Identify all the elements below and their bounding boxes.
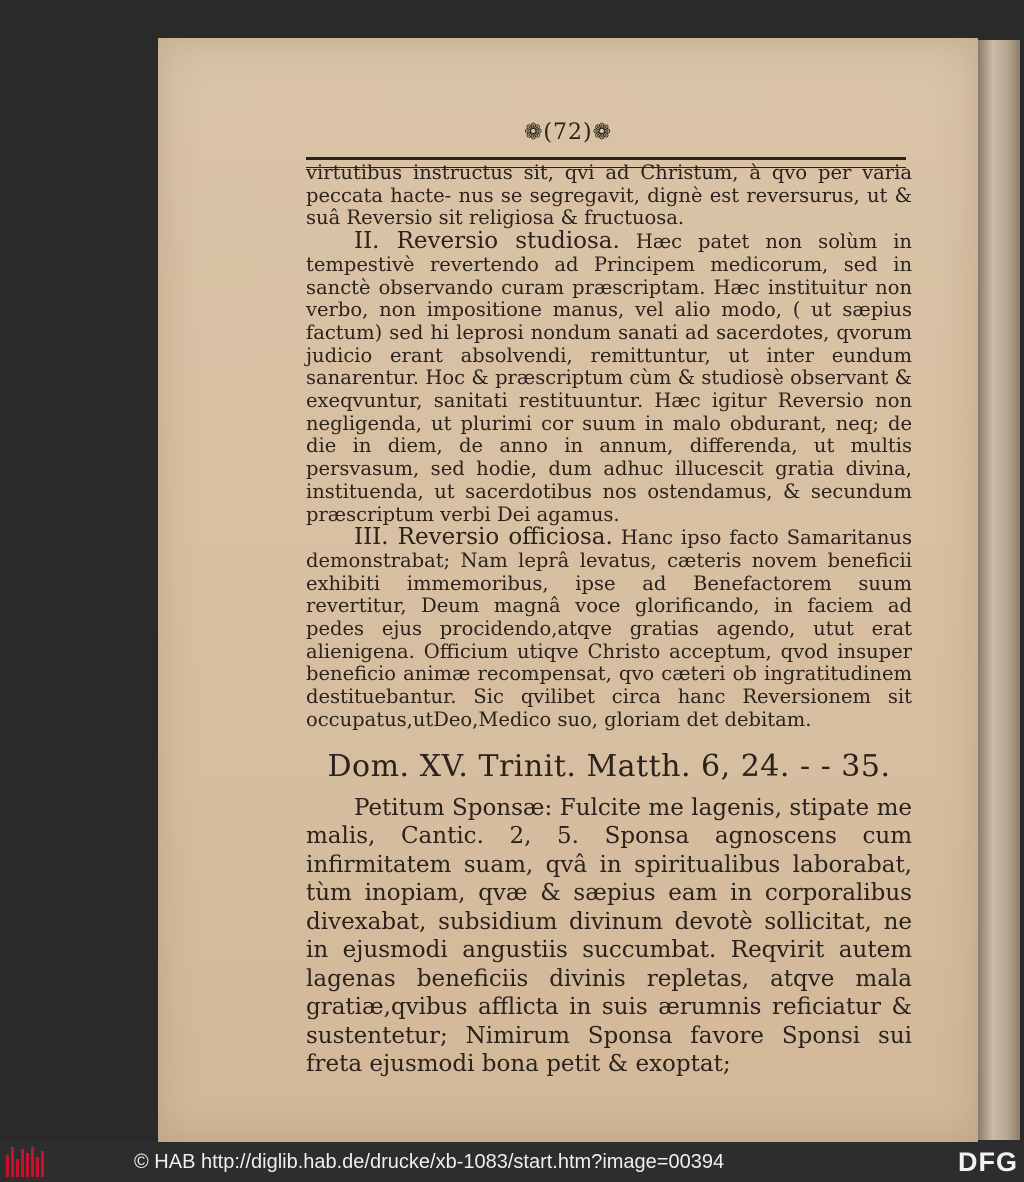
section-heading-ii: II. Reversio studiosa. bbox=[354, 228, 620, 255]
section-heading-iii: III. Reversio officiosa. bbox=[354, 524, 613, 551]
book-page bbox=[158, 38, 978, 1142]
ornament-left-icon: ❁ bbox=[523, 120, 544, 145]
hab-logo-icon bbox=[6, 1147, 50, 1177]
ornament-right-icon: ❁ bbox=[592, 120, 613, 145]
copyright-url[interactable]: © HAB http://diglib.hab.de/drucke/xb-1083/start.htm?image=00394 bbox=[134, 1151, 725, 1173]
final-paragraph: Petitum Sponsæ: Fulcite me lagenis, stipate me malis, Cantic. 2, 5. Sponsa agnoscens cum infirmitatem suam, qvâ in spiritualibus laborabat, tùm inopiam, qvæ & sæpius eam in corporalibus divexabat, subsidium divinum devotè sollicitat, ne in ejusmodi angustiis succumbat. Reqvirit autem lagenas beneficiis divinis repletas, atqve mala gratiæ,qvibus afflicta in suis ærumnis reficiatur & sustentetur; Nimirum Sponsa favore Sponsi sui freta ejusmodi bona petit & exoptat; bbox=[306, 794, 912, 1078]
paragraph-1: virtutibus instructus sit, qvi ad Christum, à qvo per varia peccata hacte- nus se segregavit, dignè est reversurus, ut & suâ Reversio sit religiosa & fructuosa. bbox=[306, 161, 912, 230]
folio-text: (72) bbox=[543, 120, 593, 145]
paragraph-2: II. Reversio studiosa. Hæc patet non solùm in tempestivè revertendo ad Principem medicorum, sed in sanctè observando curam præscriptam. Hæc instituitur non verbo, non impositione manus, vel alio modo, ( ut sæpius factum) sed hi leprosi nondum sanati ad sacerdotes, qvorum judicio erant absolvendi, remittuntur, ut inter eundum sanarentur. Hoc & præscriptum cùm & studiosè observant & exeqvuntur, sanitati restituuntur. Hæc igitur Reversio non negligenda, ut plurimi cor suum in malo obdurant, neq; de die in diem, de anno in annum, differenda, ut multis persvasum, sed hodie, dum adhuc illucescit gratia divina, instituenda, ut sacerdotibus nos ostendamus, & secundum præscriptum verbi Dei agamus. bbox=[306, 228, 912, 526]
next-page-edge bbox=[975, 40, 1020, 1140]
page-number bbox=[158, 120, 978, 145]
dfg-logo: DFG bbox=[958, 1147, 1018, 1177]
page-text bbox=[306, 162, 912, 1079]
footer-bar bbox=[0, 1142, 1024, 1182]
section-title: Dom. XV. Trinit. Matth. 6, 24. - - 35. bbox=[327, 748, 891, 784]
paragraph-3: III. Reversio officiosa. Hanc ipso facto Samaritanus demonstrabat; Nam leprâ levatus, cæteris novem beneficii exhibiti immemoribus, ipse ad Benefactorem suum revertitur, Deum magnâ voce glorificando, in faciem ad pedes ejus procidendo,atqve gratias agendo, utut erat alienigena. Officium utiqve Christo acceptum, qvod insuper beneficio animæ recompensat, qvo cæteri ob ingratitudinem destituebantur. Sic qvilibet circa hanc Reversionem sit occupatus,utDeo,Medico suo, gloriam det debitam. bbox=[306, 524, 912, 731]
